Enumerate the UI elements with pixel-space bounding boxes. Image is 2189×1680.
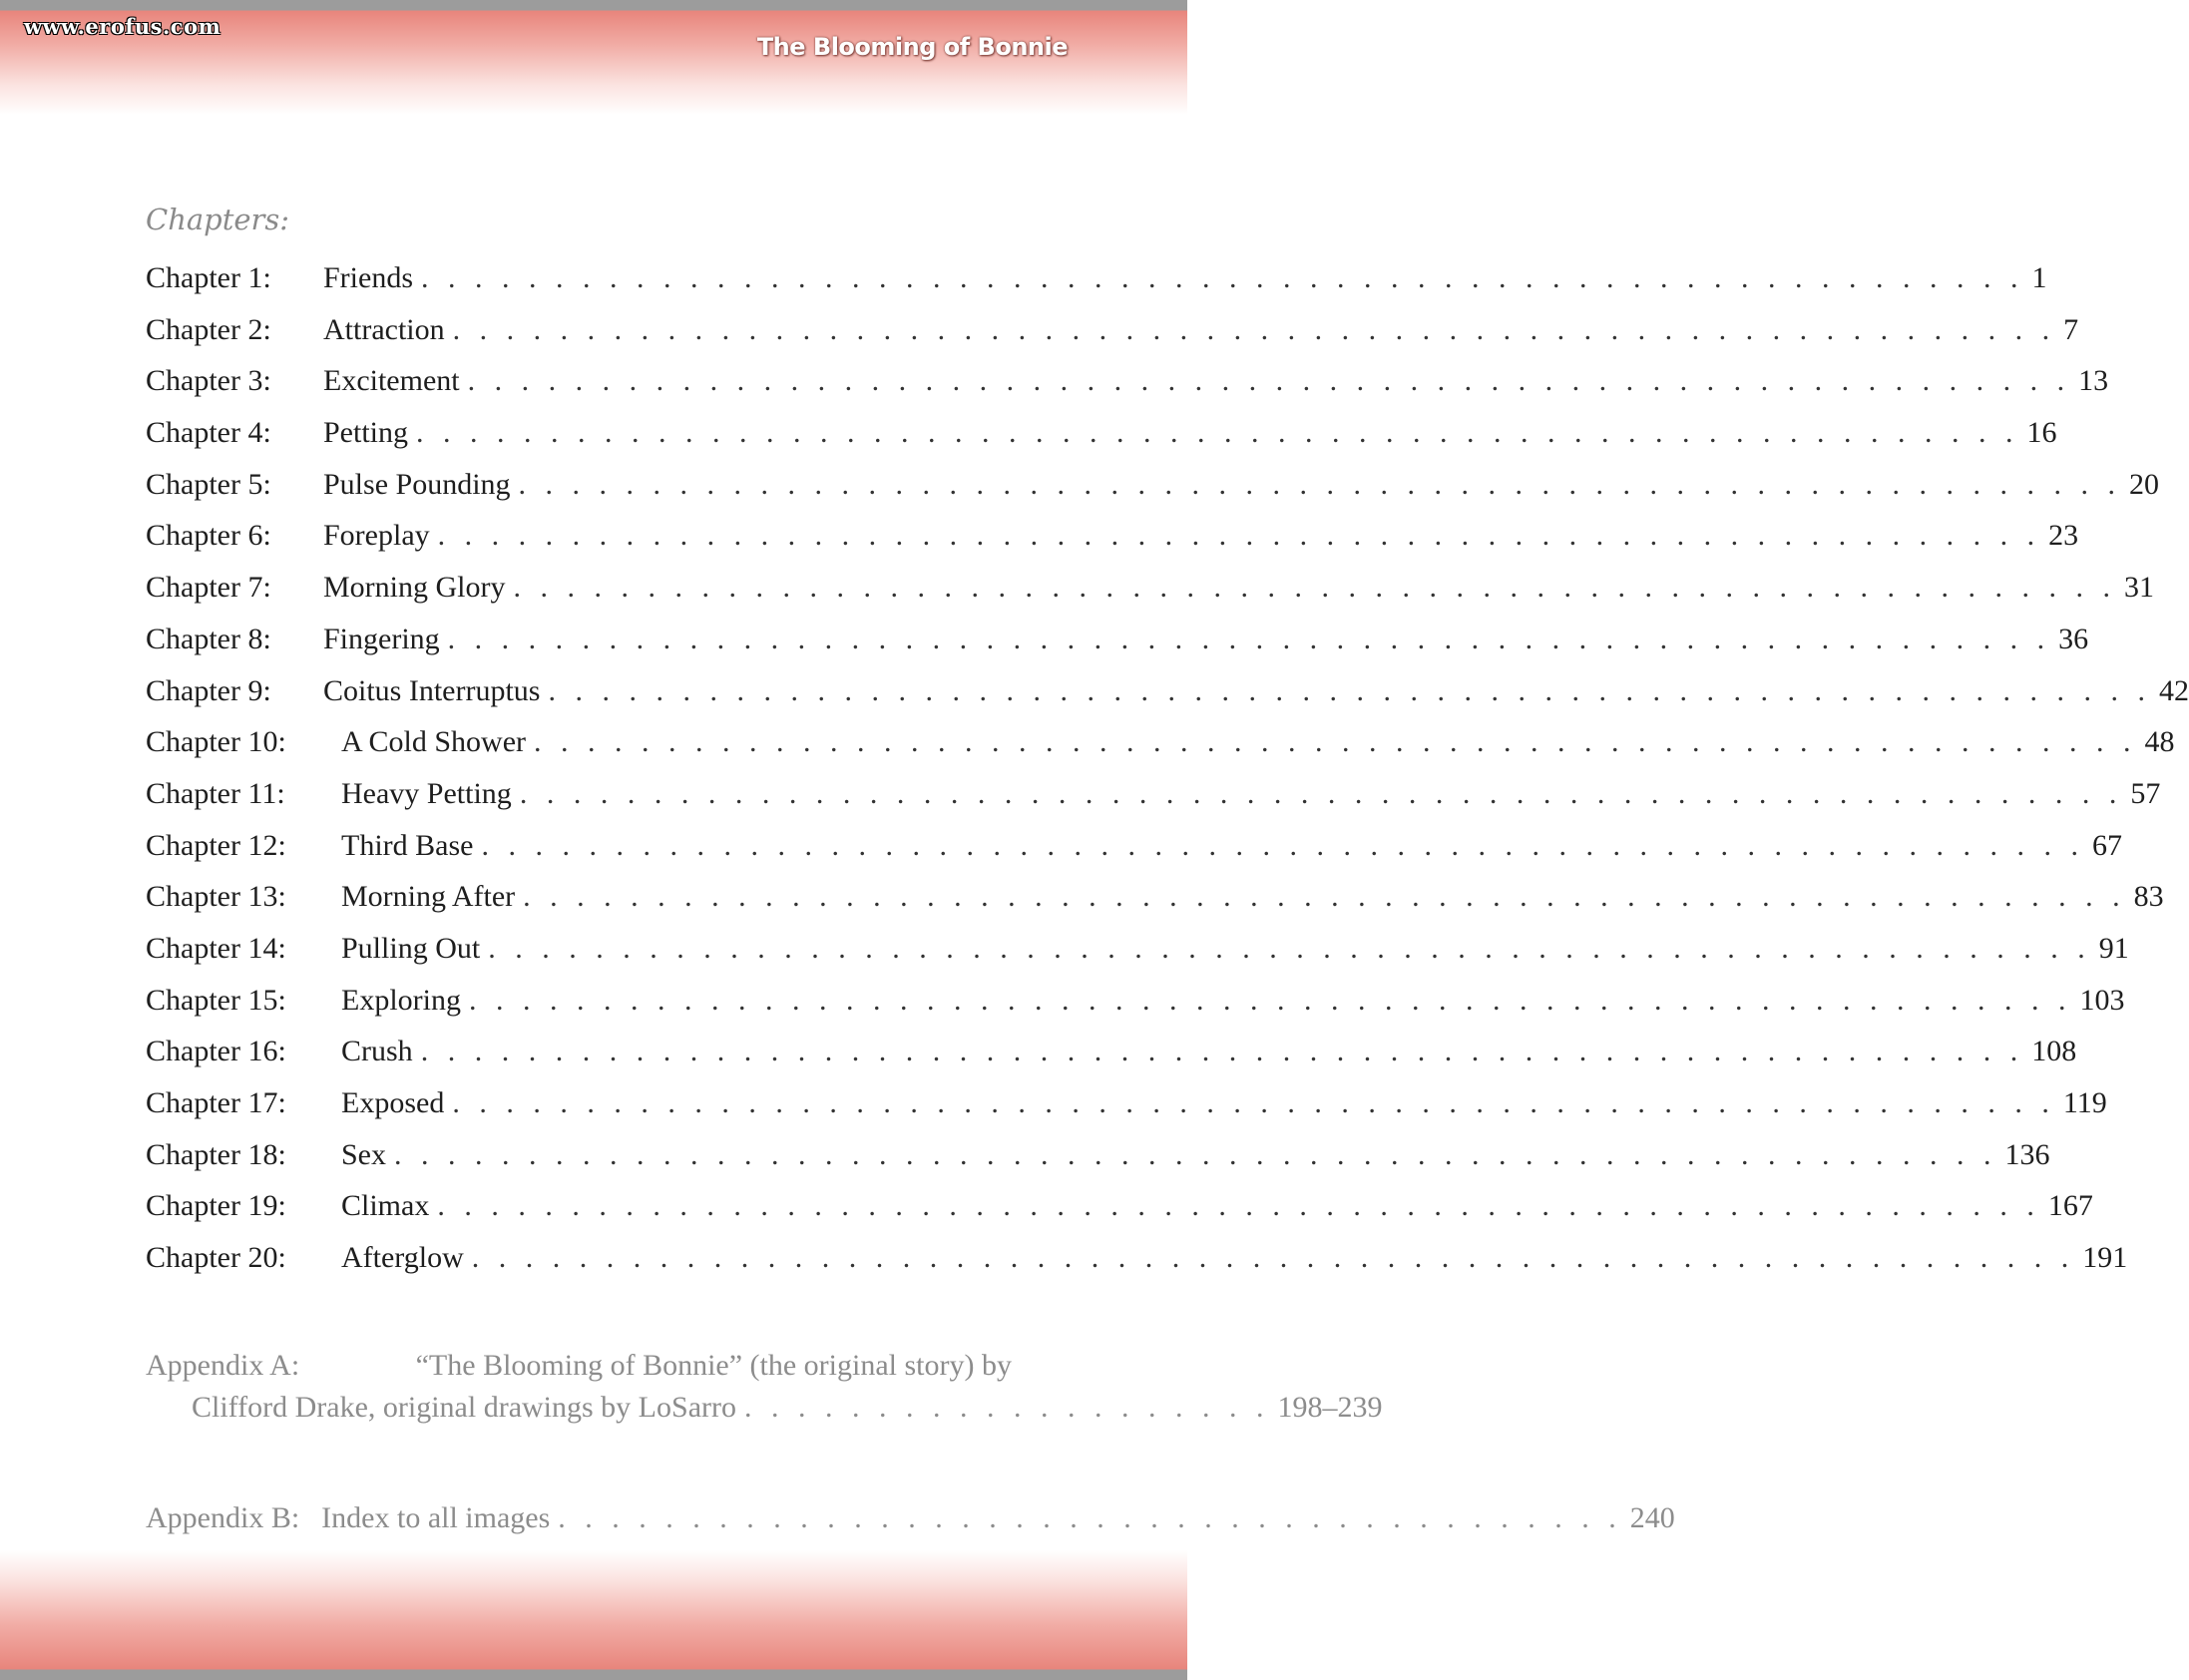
dot-leader: . . . . . . . . . . . . . . . . . . . . . . . . . . . . . . . . . . . . . . . . . . . . . . . . . . . . . . . . . . . .	[548, 673, 2151, 707]
chapter-title: Sex	[341, 1137, 386, 1171]
appendix-a-title-line1: “The Blooming of Bonnie” (the original story) by	[415, 1349, 1012, 1382]
chapter-label: Chapter 17:	[146, 1086, 286, 1119]
chapter-label: Chapter 12:	[146, 828, 286, 862]
toc-entry	[146, 983, 2125, 1036]
dot-leader: . . . . . . . . . . . . . . . . . . . . . . . . . . . . . . . . . . . . . . . . . . . . . . . . . . . . . . . . . . . .	[534, 725, 2137, 759]
chapter-label: Chapter 19:	[146, 1189, 286, 1223]
dot-leader: . . . . . . . . . . . . . . . . . . . . . . . . . . . . . . . . . . . . . . . . . . . . . . . . . . . . . . . . . . . .	[513, 571, 2116, 605]
appendix-a-page: 198–239	[1277, 1391, 1383, 1424]
dot-leader: . . . . . . . . . . . . . . . . . . . . . . . . . . . . . . . . . . . . . . . . . . . . . . . . . . . . . . . . . . . .	[523, 880, 2126, 914]
chapter-title: Fingering	[323, 622, 440, 655]
chapter-label: Chapter 2:	[146, 312, 271, 346]
chapter-title: Third Base	[341, 828, 474, 862]
chapter-label: Chapter 18:	[146, 1137, 286, 1171]
toc-entry	[146, 673, 2189, 726]
toc-entry	[146, 261, 2047, 313]
chapter-page: 16	[2026, 416, 2057, 450]
dot-leader: . . . . . . . . . . . . . . . . . . . . . . . . . . . . . . . . . . . . . . . . . . . . . . . . . . . . . . . . . . . .	[469, 983, 2072, 1017]
chapter-title: Attraction	[323, 312, 445, 346]
appendix-a-label: Appendix A:	[146, 1349, 300, 1382]
chapter-label: Chapter 5:	[146, 467, 271, 501]
chapter-label: Chapter 20:	[146, 1241, 286, 1275]
chapter-page: 42	[2159, 673, 2189, 707]
toc-entry	[146, 1086, 2107, 1138]
chapter-title: Crush	[341, 1035, 413, 1068]
dot-leader: . . . . . . . . . . . . . . . . . . . . . . . . . . . . . . . . . . . . . . . . . . . . . . . . . . . . . . . . . . . .	[416, 416, 2019, 450]
toc-entry	[146, 1189, 2093, 1241]
dot-leader: . . . . . . . . . . . . . . . . . . . . . . . . . . . . . . . . . . . . . . . . . . . . . . . . . . . . . . . . . . . .	[394, 1137, 1997, 1171]
chapter-title: Exposed	[341, 1086, 445, 1119]
toc-entry	[146, 1137, 2050, 1190]
chapter-title: Heavy Petting	[341, 776, 512, 810]
chapter-page: 31	[2124, 571, 2154, 605]
dot-leader: . . . . . . . . . . . . . . . . . . . . . . . . . . . . . . . . . . . . . . . . . . . . . . . . . . . . . . . . . . . .	[437, 519, 2041, 553]
appendix-a-entry	[146, 1349, 1383, 1425]
chapter-title: Foreplay	[323, 519, 430, 553]
chapter-label: Chapter 7:	[146, 571, 271, 605]
appendix-b-entry	[146, 1501, 1675, 1535]
appendix-b-title: Index to all images	[321, 1501, 551, 1534]
chapter-label: Chapter 9:	[146, 673, 271, 707]
chapter-title: Morning Glory	[323, 571, 506, 605]
toc-entry	[146, 776, 2161, 829]
toc-entry	[146, 622, 2089, 674]
chapter-page: 119	[2062, 1086, 2107, 1119]
toc-entry	[146, 416, 2057, 468]
dot-leader: . . . . . . . . . . . . . . . . . . . . . . . . . . . . . . . . . . . . . . . . . . . . . . . . . . . . . . . . . . . .	[452, 312, 2056, 346]
appendix-b-page: 240	[1629, 1501, 1675, 1534]
toc-entry	[146, 571, 2154, 623]
footer-band	[0, 1550, 1187, 1680]
dot-leader: . . . . . . . . . . . . . . . . . . . . . . . . . . . . . . . . . . . . . . . . . . . . . . . . . . . . . . . . . . . .	[452, 1086, 2055, 1119]
dot-leader: . . . . . . . . . . . . . . . . . . . . . . . . . . . . . . . . . . . . . . . . . . . . . . . . . . . . . . . . . . . .	[519, 776, 2123, 810]
chapter-label: Chapter 6:	[146, 519, 271, 553]
dot-leader: . . . . . . . . . . . . . . . . . . . . . . . . . . . . . . . . . . . . . . . . . . . . . . . . . . . . . . . . . . . .	[437, 1189, 2040, 1223]
chapter-page: 23	[2048, 519, 2079, 553]
dot-leader: . . . . . . . . . . . . . . . . . . . . . . . . . . . . . . . . . . . . . . . . . . . . . . . . . . . . . . . . . . . .	[481, 828, 2084, 862]
table-of-contents	[146, 261, 2189, 1293]
chapter-page: 108	[2031, 1035, 2077, 1068]
toc-entry	[146, 519, 2079, 571]
chapter-label: Chapter 1:	[146, 261, 271, 294]
toc-entry	[146, 828, 2122, 881]
dot-leader: . . . . . . . . . . . . . . . . . . . . . . . . . . . . . . . . . . . . . . . . . . . . . . . . . . . . . . . . . . . .	[467, 364, 2071, 398]
toc-entry	[146, 931, 2129, 984]
chapter-title: Excitement	[323, 364, 460, 398]
chapter-label: Chapter 10:	[146, 725, 286, 759]
chapter-title: Coitus Interruptus	[323, 673, 541, 707]
chapter-page: 167	[2047, 1189, 2093, 1223]
chapter-label: Chapter 15:	[146, 983, 286, 1017]
appendix-a-leader: . . . . . . . . . . . . . . . . . . . .	[744, 1391, 1270, 1424]
toc-entry	[146, 467, 2160, 520]
appendix-a-title-line2: Clifford Drake, original drawings by LoSarro	[192, 1391, 736, 1424]
chapter-page: 91	[2098, 931, 2129, 965]
chapter-label: Chapter 14:	[146, 931, 286, 965]
chapter-title: Friends	[323, 261, 413, 294]
chapter-title: Pulse Pounding	[323, 467, 511, 501]
chapter-label: Chapter 4:	[146, 416, 271, 450]
toc-entry	[146, 1241, 2128, 1293]
chapter-page: 36	[2058, 622, 2089, 655]
chapter-label: Chapter 8:	[146, 622, 271, 655]
section-heading: Chapters:	[146, 203, 290, 236]
toc-entry	[146, 364, 2109, 416]
dot-leader: . . . . . . . . . . . . . . . . . . . . . . . . . . . . . . . . . . . . . . . . . . . . . . . . . . . . . . . . . . . .	[518, 467, 2122, 501]
chapter-page: 7	[2063, 312, 2079, 346]
chapter-label: Chapter 16:	[146, 1035, 286, 1068]
dot-leader: . . . . . . . . . . . . . . . . . . . . . . . . . . . . . . . . . . . . . . . . . . . . . . . . . . . . . . . . . . . .	[420, 1035, 2024, 1068]
chapter-label: Chapter 11:	[146, 776, 285, 810]
chapter-title: Climax	[341, 1189, 430, 1223]
chapter-title: Morning After	[341, 880, 516, 914]
toc-entry	[146, 725, 2175, 777]
chapter-page: 48	[2144, 725, 2175, 759]
toc-entry	[146, 312, 2079, 365]
chapter-page: 67	[2091, 828, 2122, 862]
chapter-page: 83	[2133, 880, 2164, 914]
chapter-title: Petting	[323, 416, 409, 450]
toc-entry	[146, 1035, 2077, 1086]
chapter-title: A Cold Shower	[341, 725, 527, 759]
chapter-label: Chapter 13:	[146, 880, 286, 914]
dot-leader: . . . . . . . . . . . . . . . . . . . . . . . . . . . . . . . . . . . . . . . . . . . . . . . . . . . . . . . . . . . .	[447, 622, 2051, 655]
chapter-page: 13	[2078, 364, 2109, 398]
chapter-page: 103	[2079, 983, 2125, 1017]
dot-leader: . . . . . . . . . . . . . . . . . . . . . . . . . . . . . . . . . . . . . . . . . . . . . . . . . . . . . . . . . . . .	[421, 261, 2024, 294]
chapter-page: 191	[2082, 1241, 2128, 1275]
chapter-page: 1	[2031, 261, 2047, 294]
running-title: The Blooming of Bonnie	[756, 33, 1068, 61]
chapter-title: Afterglow	[341, 1241, 464, 1275]
watermark: www.erofus.com	[24, 14, 221, 39]
appendix-b-leader: . . . . . . . . . . . . . . . . . . . . . . . . . . . . . . . . . . . . . . . .	[558, 1501, 1622, 1534]
dot-leader: . . . . . . . . . . . . . . . . . . . . . . . . . . . . . . . . . . . . . . . . . . . . . . . . . . . . . . . . . . . .	[488, 931, 2091, 965]
chapter-label: Chapter 3:	[146, 364, 271, 398]
chapter-page: 136	[2004, 1137, 2050, 1171]
appendix-b-label: Appendix B:	[146, 1501, 300, 1534]
chapter-page: 20	[2129, 467, 2160, 501]
toc-entry	[146, 880, 2164, 932]
chapter-page: 57	[2130, 776, 2161, 810]
dot-leader: . . . . . . . . . . . . . . . . . . . . . . . . . . . . . . . . . . . . . . . . . . . . . . . . . . . . . . . . . . . .	[471, 1241, 2075, 1275]
chapter-title: Pulling Out	[341, 931, 481, 965]
chapter-title: Exploring	[341, 983, 461, 1017]
